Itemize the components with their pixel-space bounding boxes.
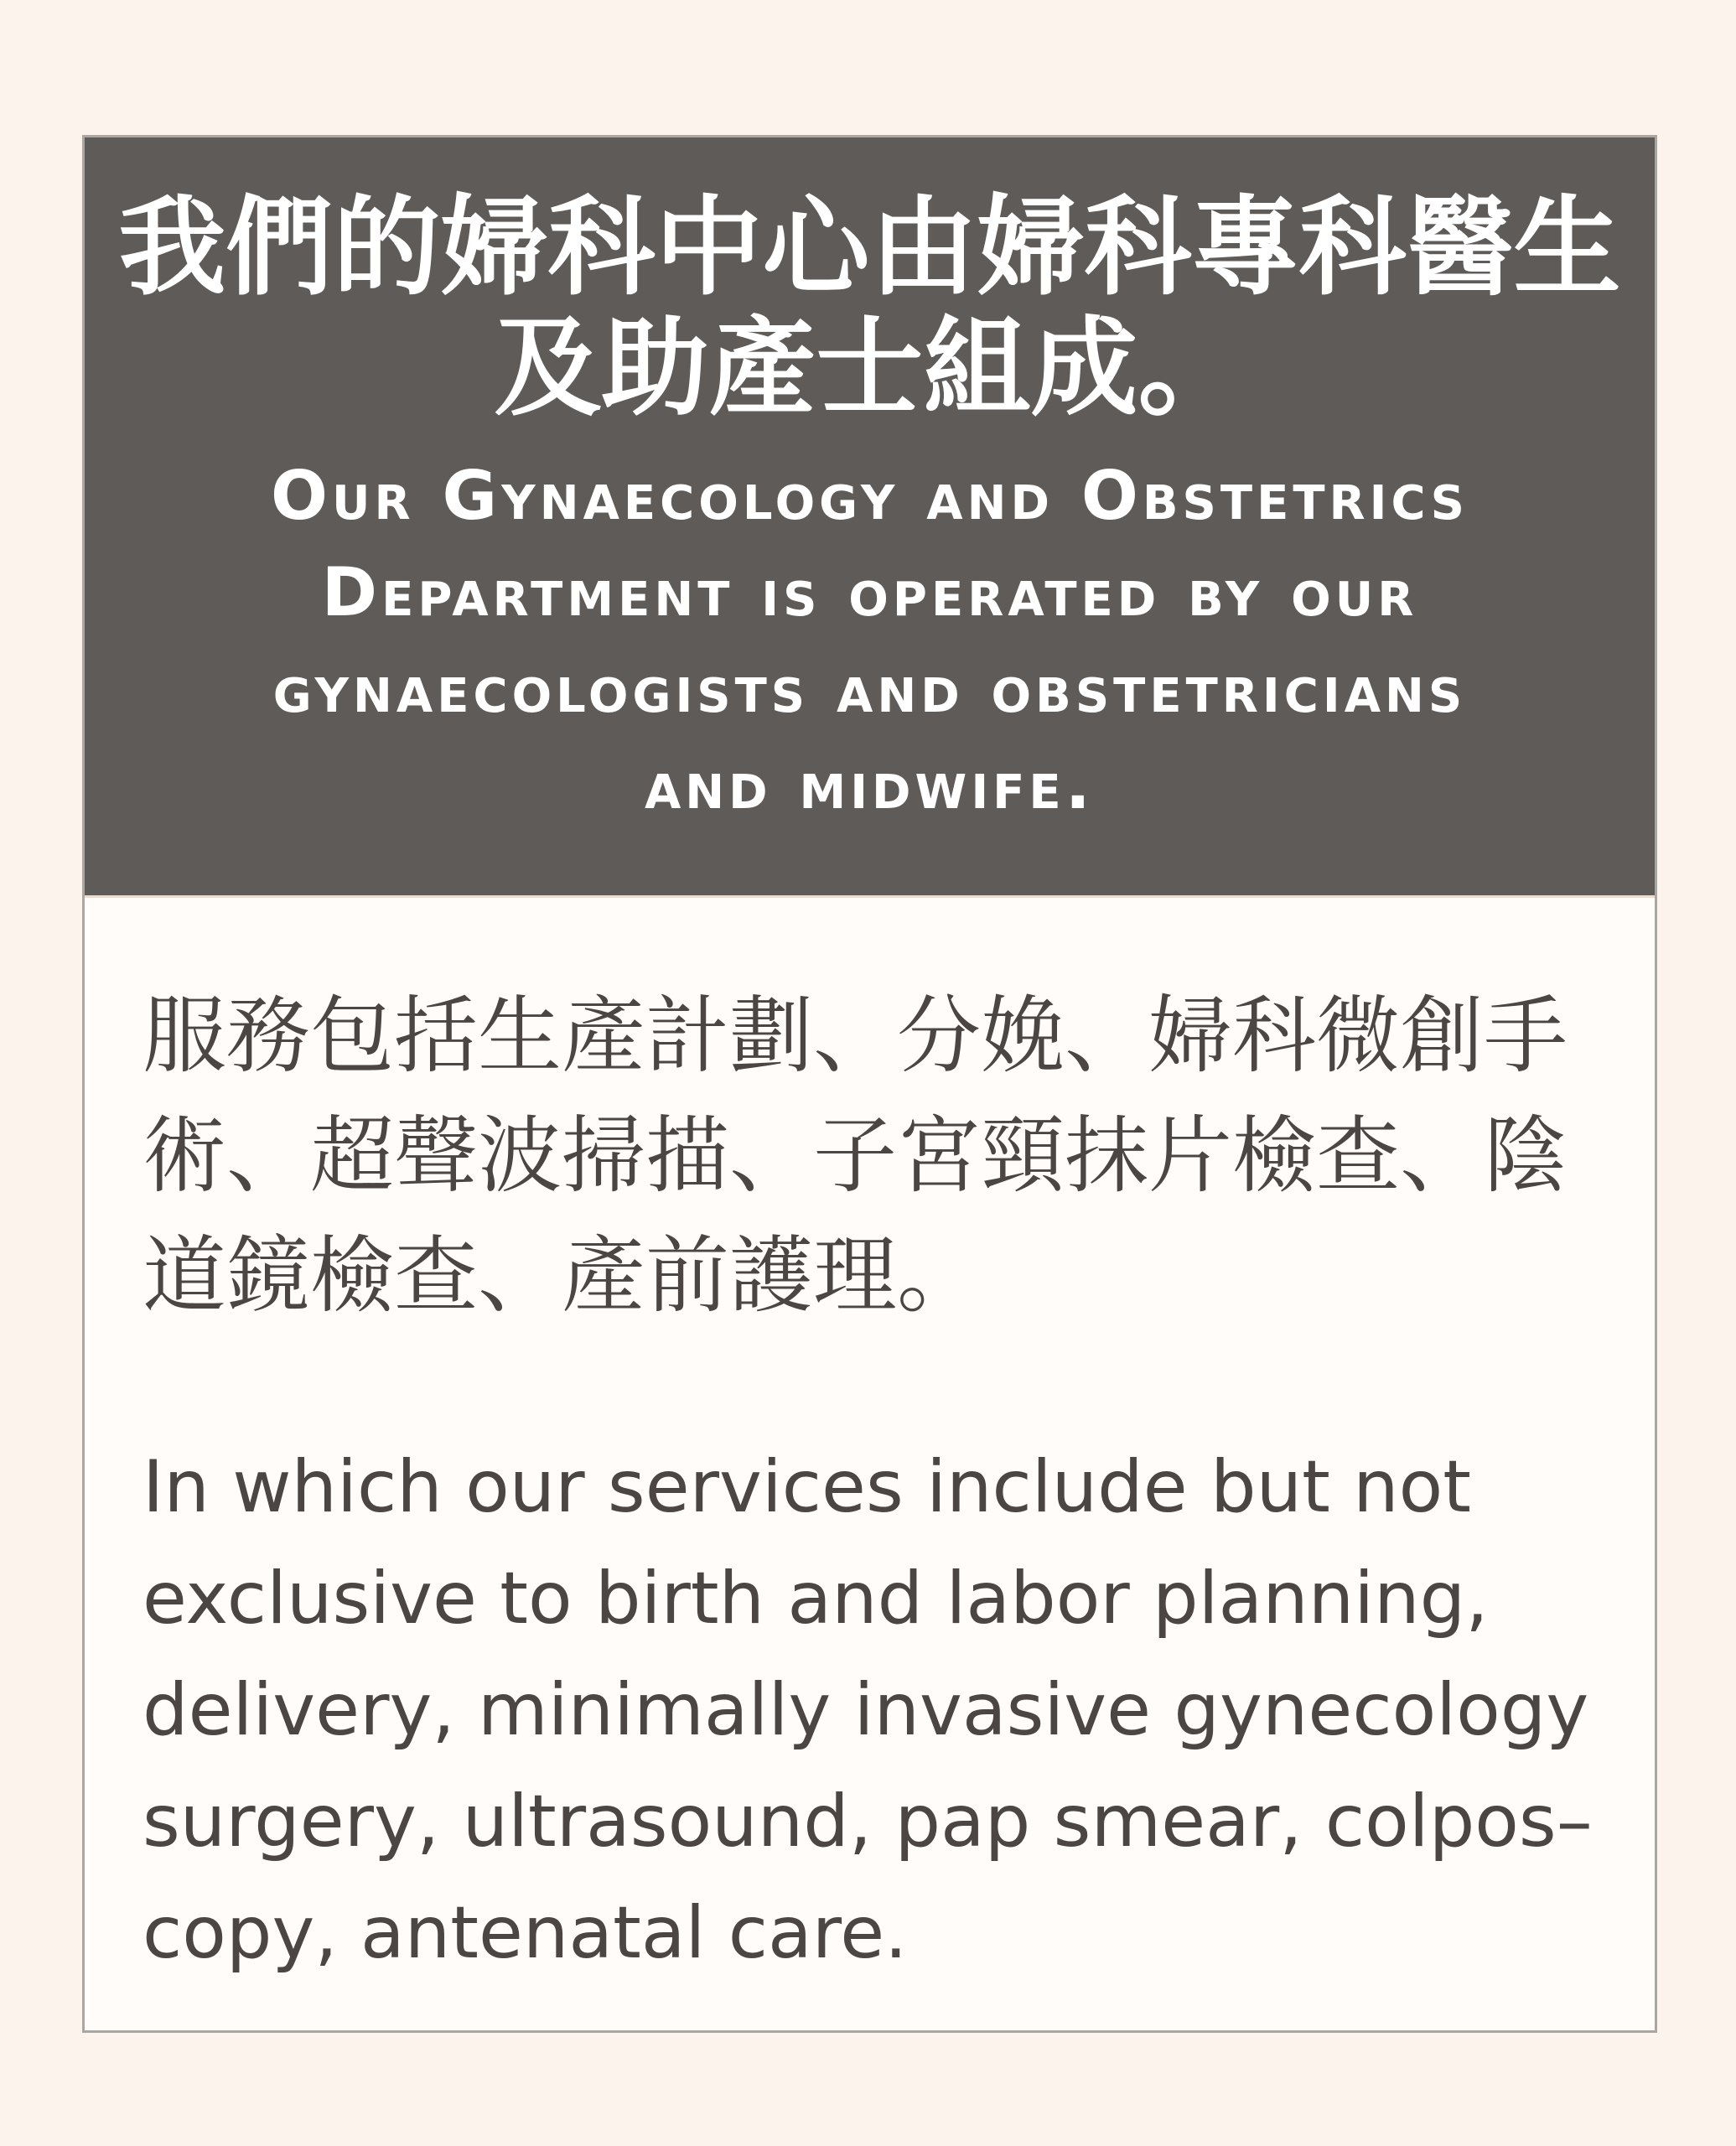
services-chinese xyxy=(143,976,1618,1335)
title-english-line: Our Gynaecology and Obstetrics xyxy=(271,457,1469,535)
info-card xyxy=(82,135,1657,2033)
title-english-line: gynaecologists and obstetricians xyxy=(272,650,1467,728)
services-english-line: In which our services include but not xyxy=(143,1445,1471,1529)
title-english-line: and midwife. xyxy=(644,746,1096,824)
services-english-line: delivery, minimally invasive gynecology xyxy=(143,1668,1589,1752)
title-english xyxy=(85,448,1655,833)
services-chinese-line: 術、超聲波掃描、子宮頸抹片檢查、陰 xyxy=(143,1107,1568,1205)
title-chinese xyxy=(85,185,1655,431)
services-chinese-line: 道鏡檢查、產前護理。 xyxy=(143,1226,981,1324)
services-english-line: copy, antenatal care. xyxy=(143,1891,908,1975)
title-english-line: Department is operated by our xyxy=(321,553,1418,631)
title-chinese-line: 我們的婦科中心由婦科專科醫生 xyxy=(118,185,1621,310)
services-english-line: surgery, ultrasound, pap smear, colpos– xyxy=(143,1780,1593,1863)
services-chinese-line: 服務包括生產計劃、分娩、婦科微創手 xyxy=(143,987,1568,1085)
services-english xyxy=(143,1432,1618,1989)
title-chinese-line: 及助產士組成。 xyxy=(494,306,1246,431)
card-header xyxy=(85,137,1655,898)
services-english-line: exclusive to birth and labor planning, xyxy=(143,1557,1489,1641)
